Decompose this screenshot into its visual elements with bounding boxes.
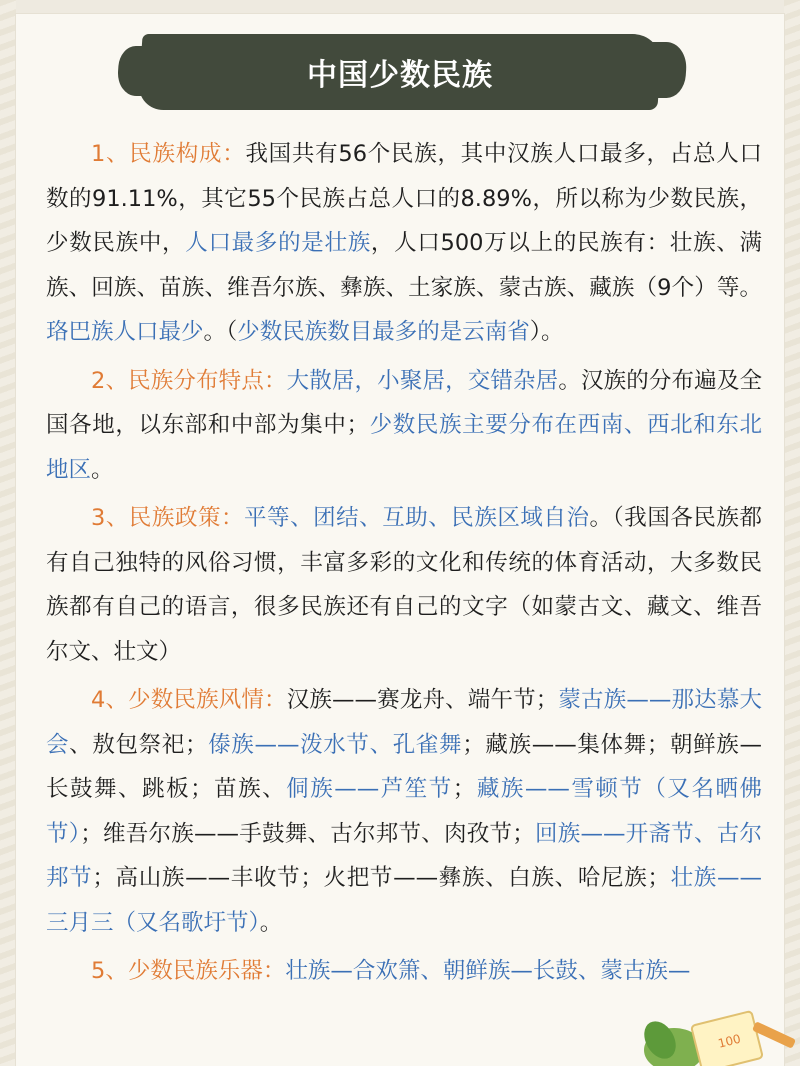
text-span: 。汉族的分布遍及全国各地，以东部和中部为集中； [46,367,762,438]
paper-edge-right [784,0,800,1066]
text-span: 汉族——赛龙舟、端午节； [286,687,559,713]
text-span: ；维吾尔族——手鼓舞、古尔邦节、肉孜节； [80,820,535,847]
text-span: ，人口500万以上的民族有：壮族、满族、回族、苗族、维吾尔族、彝族、土家族、蒙古族、藏族（9个）等。 [46,230,762,301]
text-span: 我国共有56个民族，其中汉族人口最多，占总人口数的91.11%，其它55个民族占总人口的8.89%，所以称为少数民族，少数民族中， [46,141,762,256]
text-span: 。 [91,456,114,483]
text-span: ；藏族——集体舞；朝鲜族—长鼓舞、跳板；苗族、 [46,731,762,802]
paper-edge-left [0,0,16,1066]
mascot-label: 100 [716,1031,743,1051]
text-span: 壮族—合欢箫、朝鲜族—长鼓、蒙古族— [285,958,691,984]
text-span: 少数民族主要分布在西南、西北和东北地区 [46,412,762,483]
page-title: 中国少数民族 [307,58,493,93]
paragraph-customs [46,678,762,945]
text-span: 。（我国各民族都有自己独特的风俗习惯，丰富多彩的文化和传统的体育活动，大多数民族都有自己的语言，很多民族还有自己的文字（如蒙古文、藏文、维吾尔文、壮文） [46,505,762,665]
text-span: 傣族——泼水节、孔雀舞 [207,731,463,758]
paragraph-ethnic-composition [46,132,762,355]
text-span: 1、民族构成： [91,141,246,167]
paragraph-instruments [46,949,762,994]
paragraph-distribution [46,359,762,493]
text-span: 大散居，小聚居，交错杂居 [286,367,559,394]
text-span: 5、少数民族乐器： [91,958,286,984]
text-span: 侗族——芦笙节 [286,776,453,802]
text-span: 藏族——雪顿节（又名晒佛节） [46,776,762,847]
text-span: 壮族——三月三（又名歌圩节） [46,865,762,936]
text-span: 蒙古族——那达慕大会 [46,687,762,758]
text-span: 回族——开斋节、古尔邦节 [46,820,762,891]
text-span: ）。 [529,319,564,345]
article-body [46,132,762,998]
text-span: 少数民族数目最多的是云南省 [237,319,530,345]
paragraph-policy [46,496,762,674]
mascot-illustration-icon [626,1000,800,1066]
text-span: 人口最多的是壮族 [185,230,371,256]
text-span: 2、民族分布特点： [91,367,287,394]
text-span: 平等、团结、互助、民族区域自治 [244,505,590,531]
text-span: 4、少数民族风情： [91,687,287,713]
text-span: 3、民族政策： [91,505,245,531]
text-span: 。（ [203,319,238,345]
text-span: ；高山族——丰收节；火把节——彝族、白族、哈尼族； [92,865,670,891]
text-span: 。 [259,909,283,936]
text-span: ； [452,776,476,802]
text-span: 珞巴族人口最少 [46,319,204,345]
text-span: 、敖包祭祀； [69,731,208,758]
